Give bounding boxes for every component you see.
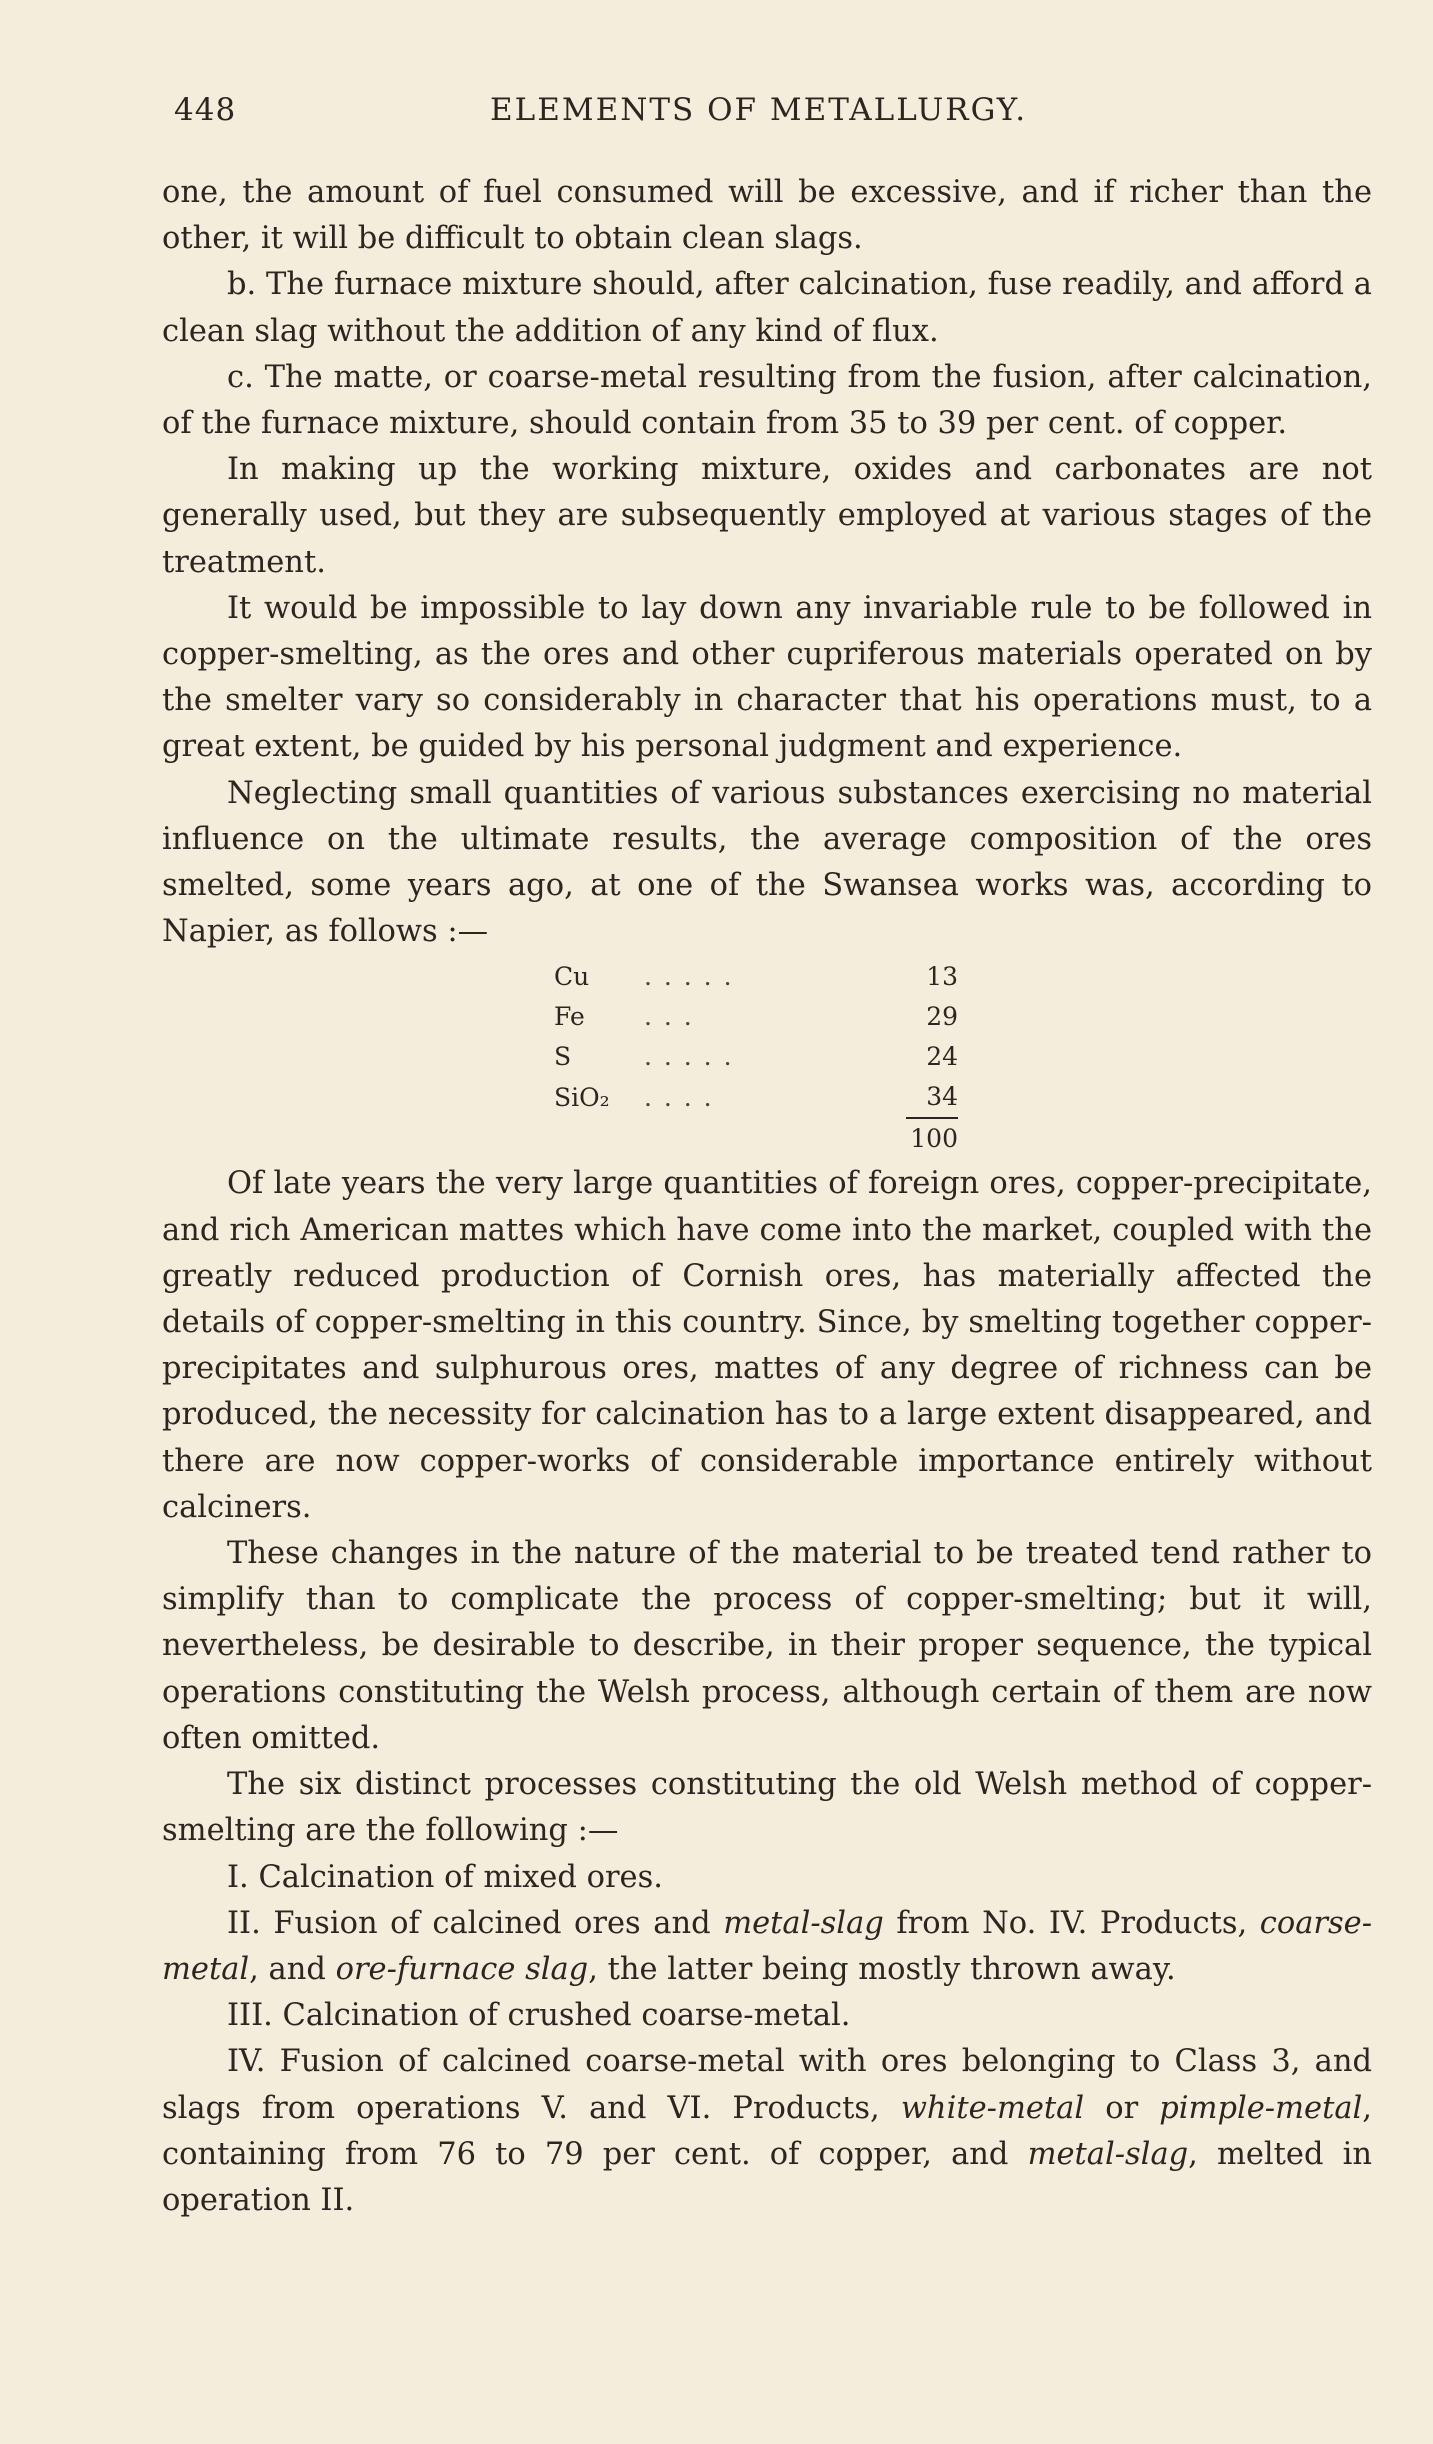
table-total-row [554,1118,958,1159]
table-row [554,1037,958,1077]
process-text: , and [249,1951,336,1987]
table-row [554,957,958,997]
paragraph-b: b. The furnace mixture should, after calcination, fuse readily, and afford a clean slag without the addition of any kind of flux. [162,267,1372,349]
paragraph-c: c. The matte, or coarse-metal resulting from the fusion, after calcination, of the furnace mixture, should contain from 35 to 39 per cent. of copper. [162,359,1372,442]
paragraph-six-processes: The six distinct processes constituting the old Welsh method of copper-smelting are the following :— [162,1767,1372,1849]
paragraph-invariable-rule: It would be impossible to lay down any invariable rule to be followed in copper-smelting, as the ores and other cupriferous materials operated on by the smelter vary so considerably in character that his operations must, to a great extent, be guided by his personal judgment and experience. [162,590,1372,765]
process-text: from No. IV. Products, [883,1905,1260,1941]
leader-dots: . . . . . [644,962,734,992]
table-row [554,1077,958,1118]
element-value: 13 [926,962,958,992]
process-item-iv [162,2039,1372,2224]
page-header [160,92,1380,142]
process-term: white-metal [900,2090,1085,2126]
process-text: II. Fusion of calcined ores and [227,1905,724,1941]
running-head: ELEMENTS OF METALLURGY. [490,92,1028,128]
process-term: ore-furnace slag [335,1951,589,1987]
element-symbol: Fe [554,1002,585,1032]
page-body [162,170,1372,2224]
process-text: , containing from 76 to 79 per cent. of copper, and [162,2090,1372,2172]
process-text: IV. Fusion of calcined coarse-metal with ores belonging to Class 3, and slags from operations V. and VI. Products, [162,2044,1372,2126]
page-number: 448 [174,92,237,128]
leader-dots: . . . . . [644,1042,734,1072]
element-value: 24 [926,1042,958,1072]
process-term: pimple-metal [1159,2090,1363,2126]
process-text: , the latter being mostly thrown away. [588,1951,1176,1987]
process-item-i: I. Calcination of mixed ores. [227,1859,663,1895]
paragraph-foreign-ores: Of late years the very large quantities of foreign ores, copper-precipitate, and rich American mattes which have come into the market, coupled with the greatly reduced production of Cornish ores, has materially affected the details of copper-smelting in this country. Since, by smelting together copper-precipitates and sulphurous ores, mattes of any degree of richness can be produced, the necessity for calcination has to a large extent disappeared, and there are now copper-works of considerable importance entirely without calciners. [162,1166,1372,1525]
paragraph-working-mixture: In making up the working mixture, oxides and carbonates are not generally used, but they are subsequently employed at various stages of the treatment. [162,452,1372,580]
paragraph-changes: These changes in the nature of the material to be treated tend rather to simplify than to complicate the process of copper-smelting; but it will, nevertheless, be desirable to describe, in their proper sequence, the typical operations constituting the Welsh process, although certain of them are now often omitted. [162,1536,1372,1756]
process-term: coarse-metal [162,1905,1372,1987]
leader-dots: . . . [644,1002,694,1032]
table-row [554,997,958,1037]
paragraph-continuation: one, the amount of fuel consumed will be excessive, and if richer than the other, it will be difficult to obtain clean slags. [162,175,1372,257]
element-symbol: S [554,1042,572,1072]
process-text: or [1084,2090,1160,2126]
paragraph-composition-intro: Neglecting small quantities of various substances exercising no material influence on the ultimate results, the average composition of the ores smelted, some years ago, at one of the Swansea works was, according to Napier, as follows :— [162,775,1372,950]
process-term: metal-slag [723,1905,884,1941]
element-symbol: Cu [554,962,590,992]
composition-total: 100 [906,1118,958,1159]
process-text: , melted in operation II. [162,2136,1372,2218]
leader-dots: . . . . [644,1082,714,1112]
composition-table [554,957,958,1159]
element-value: 34 [926,1082,958,1112]
element-value: 29 [926,1002,958,1032]
process-item-ii [162,1901,1372,1993]
element-symbol: SiO₂ [554,1082,610,1112]
process-term: metal-slag [1027,2136,1189,2172]
process-item-iii: III. Calcination of crushed coarse-metal. [227,1998,851,2034]
